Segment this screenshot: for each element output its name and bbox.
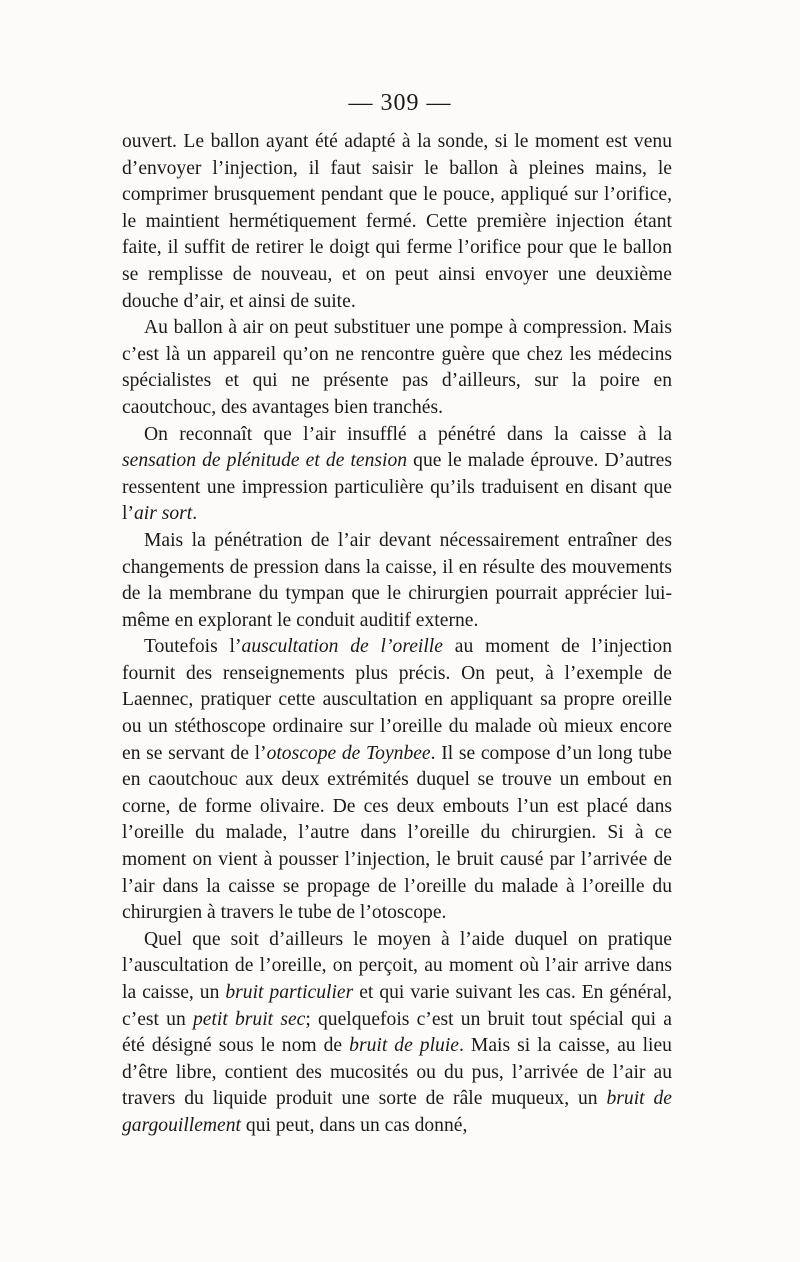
italic-text: sensation de plénitude et de tension [122, 450, 408, 472]
text-run: au moment de l’injection fournit des renseignements plus précis. On peut, à l’exemple de Laennec, pratiquer cette auscultation en appliquant sa propre oreille ou un stéthoscope ordinaire sur l’oreille du malade où mieux encore en se servant de l’ [122, 636, 673, 764]
italic-text: bruit de pluie [349, 1035, 459, 1057]
text-run: . Mais si la caisse, au lieu d’être libre, contient des mucosités ou du pus, l’arrivée de l’air au travers du liquide produit une sorte de râle muqueux, un [122, 1035, 672, 1110]
paragraph [122, 634, 672, 927]
text-run: Toutefois l’ [144, 636, 242, 658]
text-run: On reconnaît que l’air insufflé a pénétré dans la caisse à la [144, 423, 672, 445]
text-run: . Il se compose d’un long tube en caoutchouc aux deux extrémités duquel se trouve un embout en corne, de forme olivaire. De ces deux embouts l’un est placé dans l’oreille du malade, l’autre dans l’oreille du chirurgien. Si à ce moment on vient à pousser l’injection, le bruit causé par l’arrivée de l’air dans la caisse se propage de l’oreille du malade à l’oreille du chirurgien à travers le tube de l’otoscope. [122, 742, 673, 924]
paragraph [122, 129, 672, 315]
text-run: Quel que soit d’ailleurs le moyen à l’aide duquel on pratique l’auscultation de l’oreille, on perçoit, au moment où l’air arrive dans la caisse, un [122, 928, 672, 1003]
text-run: qui peut, dans un cas donné, [241, 1114, 468, 1136]
italic-text: petit bruit sec [192, 1008, 306, 1030]
text-run: Au ballon à air on peut substituer une pompe à compression. Mais c’est là un appareil qu’on ne rencontre guère que chez les médecins spécialistes et qui ne présente pas d’ailleurs, sur la poire en caoutchouc, des avantages bien tranchés. [122, 317, 672, 418]
text-run: que le malade éprouve. D’autres ressentent une impression particulière qu’ils traduisent en disant que l’ [122, 450, 672, 525]
italic-text: otoscope de Toynbee [266, 742, 431, 764]
paragraph [122, 315, 672, 421]
text-run: ouvert. Le ballon ayant été adapté à la sonde, si le moment est venu d’envoyer l’injection, il faut saisir le ballon à pleines mains, le comprimer brusquement pendant que le pouce, appliqué sur l’orifice, le maintient hermétiquement fermé. Cette première injection étant faite, il suffit de retirer le doigt qui ferme l’orifice pour que le ballon se remplisse de nouveau, et on peut ainsi envoyer une deuxième douche d’air, et ainsi de suite. [122, 131, 672, 312]
text-run: . [192, 503, 198, 525]
text-run: Mais la pénétration de l’air devant nécessairement entraîner des changements de pression dans la caisse, il en résulte des mouvements de la membrane du tympan que le chirurgien pourrait apprécier lui-même en explorant le conduit auditif externe. [122, 529, 672, 631]
paragraph [122, 422, 672, 528]
text-run: ; quelquefois c’est un bruit tout spécial qui a été désigné sous le nom de [122, 1008, 672, 1057]
italic-text: auscultation de l’oreille [241, 636, 443, 658]
italic-text: bruit particulier [225, 982, 354, 1003]
text-run: et qui varie suivant les cas. En général, c’est un [122, 982, 672, 1030]
page-number: — 309 — [348, 90, 452, 116]
italic-text: bruit de gargouillement [122, 1088, 672, 1136]
body-text [122, 129, 672, 1140]
paragraph [122, 927, 672, 1140]
italic-text: air sort [133, 503, 193, 525]
paragraph [122, 528, 672, 634]
